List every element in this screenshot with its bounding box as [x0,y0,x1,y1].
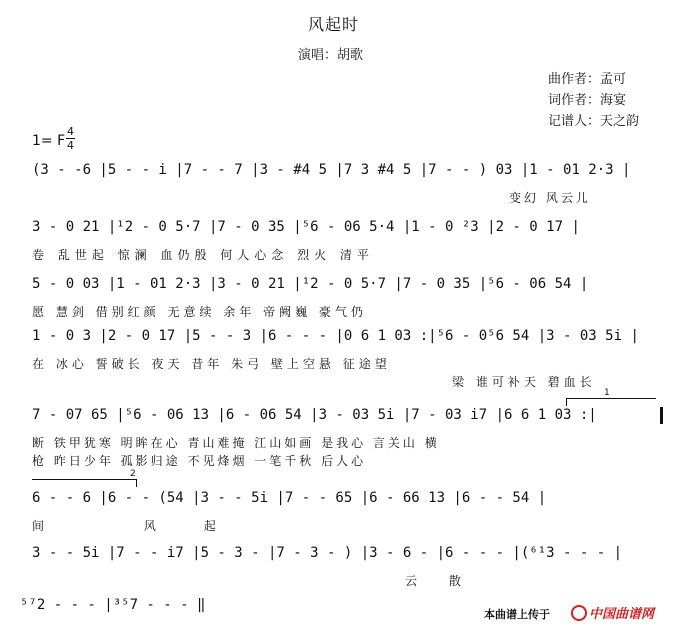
notation-line-1: (3 - -6 |5 - - i |7 - - 7 |3 - #4 5 |7 3 #4 5 |7 - - ) 03 |1 - 01 2·3 | [32,162,631,178]
key-signature: 1= F [32,133,66,149]
lyric-line-2: 卷 乱世起 惊澜 血仍殷 何人心念 烈火 清平 [32,248,374,262]
notation-line-5: 7 - 07 65 |⁵6 - 06 13 |6 - 06 54 |3 - 03 5i |7 - 03 i7 |6 6 1 03 :| [32,407,597,423]
volta-second-number: 2 [130,469,136,479]
notation-line-7: 3 - - 5i |7 - - i7 |5 - 3 - |7 - 3 - ) |3 - 6 - |6 - - - |(⁶¹3 - - - | [32,545,623,561]
footer-uploaded-label: 本曲谱上传于 [484,608,550,621]
repeat-barline [660,407,663,424]
volta-first-bracket [566,398,656,399]
time-signature [66,126,75,151]
notation-line-3: 5 - 0 03 |1 - 01 2·3 |3 - 0 21 |¹2 - 0 5·7 |7 - 0 35 |⁵6 - 06 54 | [32,276,589,292]
time-signature-bottom: 4 [67,139,74,152]
lyric-line-4a: 在 冰心 誓破长 夜天 昔年 朱弓 壁上空悬 征途望 [32,357,391,371]
time-signature-top: 4 [67,125,74,138]
transcriber-credit: 记谱人：天之韵 [548,114,640,129]
lyric-line-1: 变幻 风云儿 [509,191,591,205]
notation-line-6: 6 - - 6 |6 - - (54 |3 - - 5i |7 - - 65 |6 - 66 13 |6 - - 54 | [32,490,547,506]
lyric-line-6: 间 风起 [32,519,264,533]
lyric-line-5a: 断 铁甲犹寒 明眸在心 青山难掩 江山如画 是我心 言关山 横 [32,436,440,450]
site-logo[interactable] [571,603,654,622]
lyric-line-3: 愿 慧剑 借别红颜 无意续 余年 帝阙巍 豪气仍 [32,305,367,319]
notation-line-2: 3 - 0 21 |¹2 - 0 5·7 |7 - 0 35 |⁵6 - 06 5·4 |1 - 0 ²3 |2 - 0 17 | [32,219,580,235]
singer-credit: 演唱：胡歌 [298,48,364,63]
lyric-line-4b: 梁 谁可补天 碧血长 [452,375,596,389]
lyricist-credit: 词作者：海宴 [548,93,627,108]
site-logo-text: 中国曲谱网 [589,607,655,622]
volta-first-number: 1 [604,388,610,398]
composer-credit: 曲作者：孟可 [548,72,627,87]
notation-line-8: ⁵⁷2 - - - |³⁵7 - - - ‖ [20,597,206,613]
volta-second-hook [136,479,137,487]
volta-second-bracket [32,479,136,480]
lyric-line-7: 云 散 [405,574,475,588]
lyric-line-5b: 枪 昨日少年 孤影归途 不见烽烟 一笔千秋 后人心 [32,454,367,468]
logo-circle-icon [571,605,587,621]
notation-line-4: 1 - 0 3 |2 - 0 17 |5 - - 3 |6 - - - |0 6 1 03 :|⁵6 - 0⁵6 54 |3 - 03 5i | [32,328,639,344]
volta-first-hook [566,398,567,406]
song-title: 风起时 [308,15,360,34]
